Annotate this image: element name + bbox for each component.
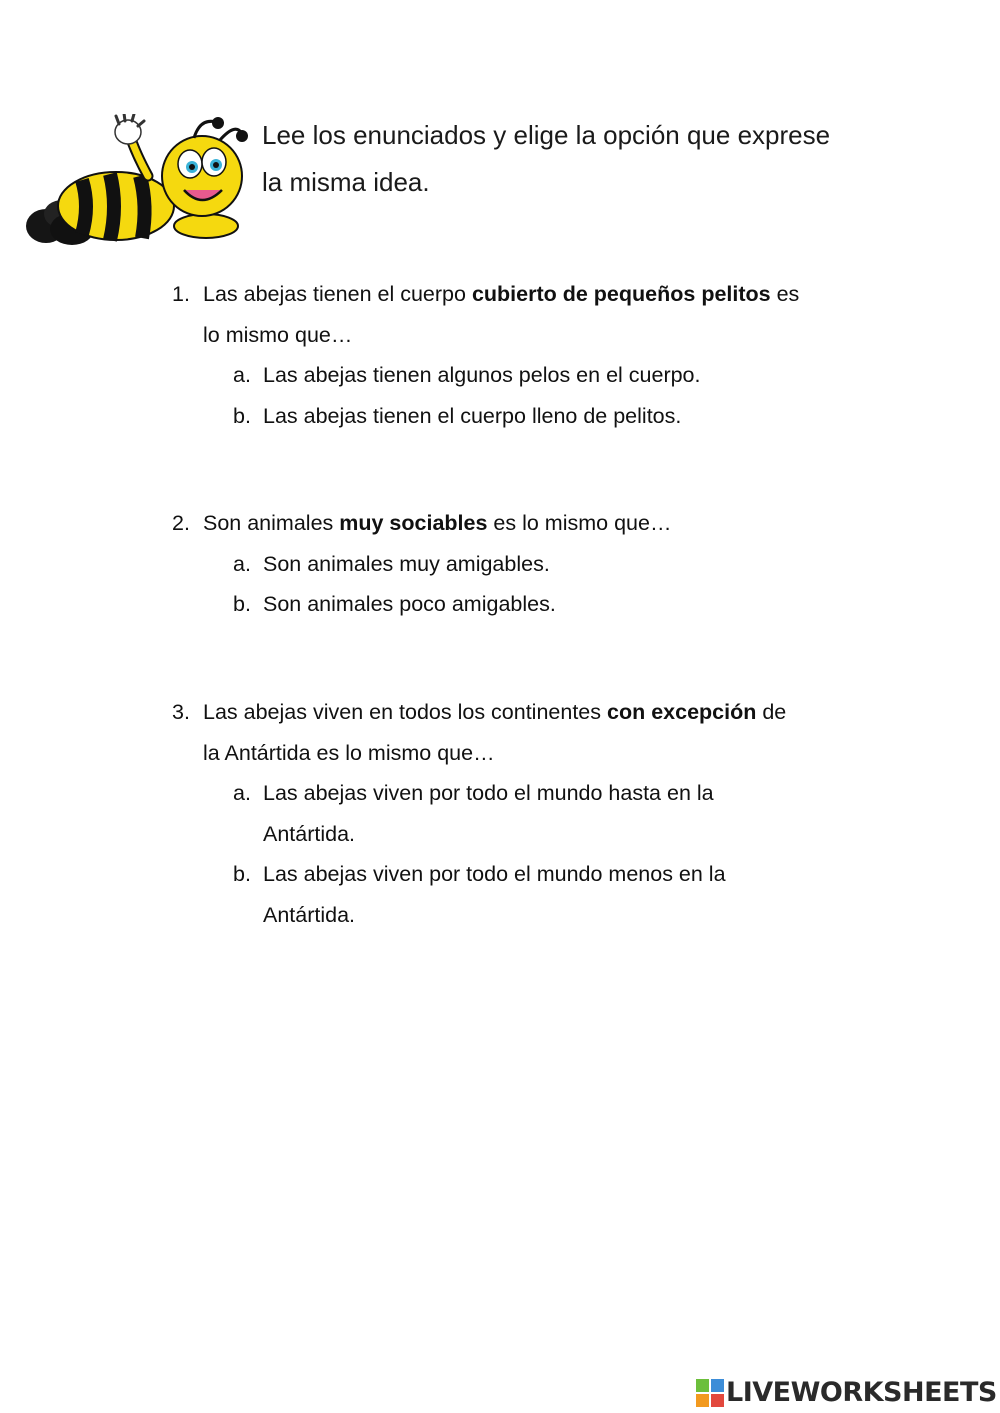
option-letter: a. bbox=[233, 781, 251, 805]
question-text-end: es bbox=[770, 282, 800, 306]
question-text-line-2: lo mismo que… bbox=[203, 322, 353, 347]
option-text-line-2: Antártida. bbox=[263, 821, 356, 846]
option-a[interactable] bbox=[233, 544, 872, 585]
question-text: Son animales bbox=[203, 511, 340, 535]
option-text: Las abejas tienen algunos pelos en el cuerpo. bbox=[263, 363, 701, 387]
option-b[interactable] bbox=[233, 396, 872, 437]
option-b[interactable] bbox=[233, 584, 872, 625]
liveworksheets-brand bbox=[696, 1376, 997, 1410]
option-letter: b. bbox=[233, 862, 251, 886]
question-text-line-2: la Antártida es lo mismo que… bbox=[203, 740, 495, 765]
liveworksheets-logo-icon bbox=[696, 1379, 724, 1407]
question-text-end: es lo mismo que… bbox=[487, 511, 672, 535]
question-number: 2. bbox=[172, 511, 190, 535]
option-text: Son animales muy amigables. bbox=[263, 551, 550, 576]
option-a[interactable] bbox=[233, 355, 872, 396]
option-letter: a. bbox=[233, 363, 251, 387]
question-number: 3. bbox=[172, 700, 190, 724]
option-b[interactable] bbox=[233, 854, 872, 935]
option-letter: b. bbox=[233, 403, 251, 428]
option-letter: a. bbox=[233, 551, 251, 576]
option-letter: b. bbox=[233, 592, 251, 616]
option-text-line-2: Antártida. bbox=[263, 902, 356, 927]
option-text: Las abejas tienen el cuerpo lleno de pelitos. bbox=[263, 403, 682, 428]
question-text-end: de bbox=[756, 700, 787, 724]
key-phrase: muy sociables bbox=[339, 511, 488, 535]
question-2-stem bbox=[172, 503, 872, 544]
option-text-line-1: Las abejas viven por todo el mundo hasta en la bbox=[263, 781, 714, 805]
question-2 bbox=[172, 503, 872, 625]
instruction-line-2: la misma idea. bbox=[262, 167, 430, 197]
instruction-text bbox=[262, 112, 902, 206]
instruction-line-1: Lee los enunciados y elige la opción que exprese bbox=[262, 120, 831, 150]
question-text: Las abejas viven en todos los continentes bbox=[203, 700, 607, 724]
cartoon-bee-icon bbox=[24, 114, 252, 250]
option-text: Son animales poco amigables. bbox=[263, 592, 556, 616]
key-phrase: con excepción bbox=[607, 700, 757, 724]
key-phrase: cubierto de pequeños pelitos bbox=[471, 282, 771, 306]
brand-name: LIVEWORKSHEETS bbox=[726, 1377, 997, 1408]
question-3 bbox=[172, 692, 872, 935]
option-a[interactable] bbox=[233, 773, 872, 854]
question-1 bbox=[172, 274, 872, 436]
question-number: 1. bbox=[172, 282, 190, 306]
question-text: Las abejas tienen el cuerpo bbox=[203, 282, 472, 306]
question-1-stem bbox=[172, 274, 872, 355]
option-text-line-1: Las abejas viven por todo el mundo menos en la bbox=[263, 862, 726, 886]
question-3-stem bbox=[172, 692, 872, 773]
